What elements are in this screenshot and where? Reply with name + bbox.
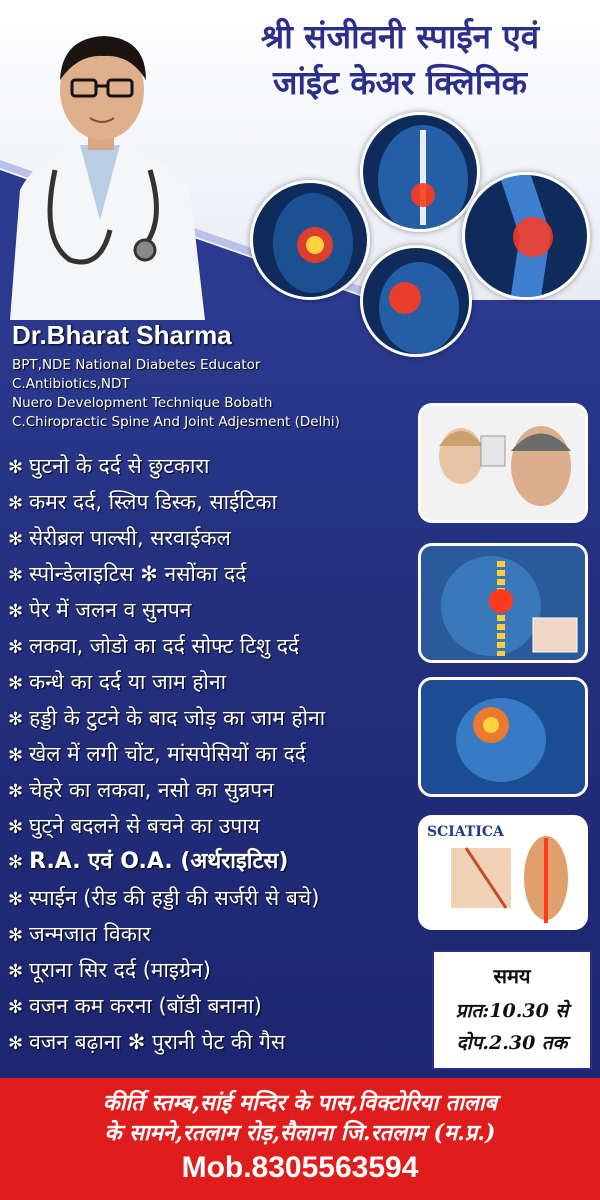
service-item: ✻ R.A. एवं O.A. (अर्थराइटिस) (8, 849, 289, 874)
asterisk-icon: ✻ (8, 637, 24, 658)
clinic-title-line2: जांईट केअर क्लिनिक (272, 63, 527, 102)
mobile-number: Mob.8305563594 (181, 1151, 419, 1184)
services-list (8, 448, 428, 1060)
shoulder-pain-image (360, 245, 472, 357)
service-item: ✻ कमर दर्द, स्लिप डिस्क, साईटिका (8, 490, 278, 514)
service-item: ✻ घुटनो के दर्द से छुटकारा (8, 454, 210, 478)
asterisk-icon: ✻ (8, 817, 24, 838)
service-item: ✻ चेहरे का लकवा, नसो का सुन्नपन (8, 778, 274, 802)
service-item: ✻ जन्मजात विकार (8, 922, 151, 946)
timing-morning: प्रात:10.30 से (455, 1000, 569, 1022)
qualification-line: C.Antibiotics,NDT (12, 376, 130, 392)
footer-address (0, 1078, 600, 1200)
asterisk-icon: ✻ (8, 889, 24, 910)
asterisk-icon: ✻ (8, 565, 24, 586)
qualification-line: C.Chiropractic Spine And Joint Adjesment (Delhi) (12, 414, 340, 430)
clinic-title (205, 14, 595, 106)
asterisk-icon: ✻ (8, 781, 24, 802)
asterisk-icon: ✻ (8, 1033, 24, 1054)
service-item: ✻ कन्धे का दर्द या जाम होना (8, 670, 227, 694)
knee-pain-image (462, 172, 590, 300)
service-item: ✻ स्पाईन (रीड की हड्डी की सर्जरी से बचे) (8, 886, 320, 910)
service-item: ✻ पूराना सिर दर्द (माइग्रेन) (8, 958, 211, 982)
service-item: ✻ घुट्ने बदलने से बचने का उपाय (8, 814, 260, 838)
asterisk-icon: ✻ (8, 709, 24, 730)
qualification-line: BPT,NDE National Diabetes Educator (12, 357, 261, 373)
doctor-photo (0, 20, 210, 320)
address-line1: कीर्ति स्तम्ब,सांई मन्दिर के पास,विक्टोरिया तालाब (102, 1090, 498, 1116)
address-line2: के सामने,रतलाम रोड़,सैलाना जि.रतलाम (म.प्र.) (104, 1120, 496, 1146)
service-item: ✻ खेल में लगी चोंट, मांसपेसियों का दर्द (8, 742, 306, 766)
neck-pain-image (250, 180, 370, 300)
asterisk-icon: ✻ (8, 529, 24, 550)
asterisk-icon: ✻ (8, 961, 24, 982)
timing-box (432, 950, 592, 1070)
clinic-title-line1: श्री संजीवनी स्पाईन एवं (260, 17, 540, 56)
service-item: ✻ लकवा, जोडो का दर्द सोफ्ट टिशु दर्द (8, 634, 300, 658)
sciatica-label: SCIATICA (427, 824, 504, 840)
service-item: ✻ हड्डी के टुटने के बाद जोड़ का जाम होना (8, 706, 326, 730)
sciatica-image (418, 815, 588, 930)
qualification-line: Nuero Development Technique Bobath (12, 395, 273, 411)
service-item: ✻ वजन बढ़ाना ✻ पुरानी पेट की गैस (8, 1030, 286, 1054)
timing-label: समय (493, 964, 531, 988)
timing-afternoon: दोप.2.30 तक (456, 1032, 568, 1054)
asterisk-icon: ✻ (8, 457, 24, 478)
service-item: ✻ पेर में जलन व सुनपन (8, 598, 192, 622)
asterisk-icon: ✻ (8, 925, 24, 946)
service-item: ✻ सेरीब्रल पाल्सी, सरवाईकल (8, 526, 231, 550)
service-item: ✻ वजन कम करना (बॉडी बनाना) (8, 994, 262, 1018)
doctor-name: Dr.Bharat Sharma (12, 320, 232, 350)
asterisk-icon: ✻ (8, 673, 24, 694)
back-pain-image (360, 112, 480, 232)
spine-image (418, 543, 588, 663)
asterisk-icon: ✻ (8, 997, 24, 1018)
service-item: ✻ स्पोन्डेलाइटिस ✻ नसोंका दर्द (8, 562, 247, 586)
headache-image (418, 677, 588, 797)
asterisk-icon: ✻ (8, 493, 24, 514)
facial-paralysis-image (418, 403, 588, 523)
asterisk-icon: ✻ (8, 601, 24, 622)
doctor-qualifications (12, 356, 432, 432)
asterisk-icon: ✻ (8, 745, 24, 766)
asterisk-icon: ✻ (8, 852, 24, 873)
